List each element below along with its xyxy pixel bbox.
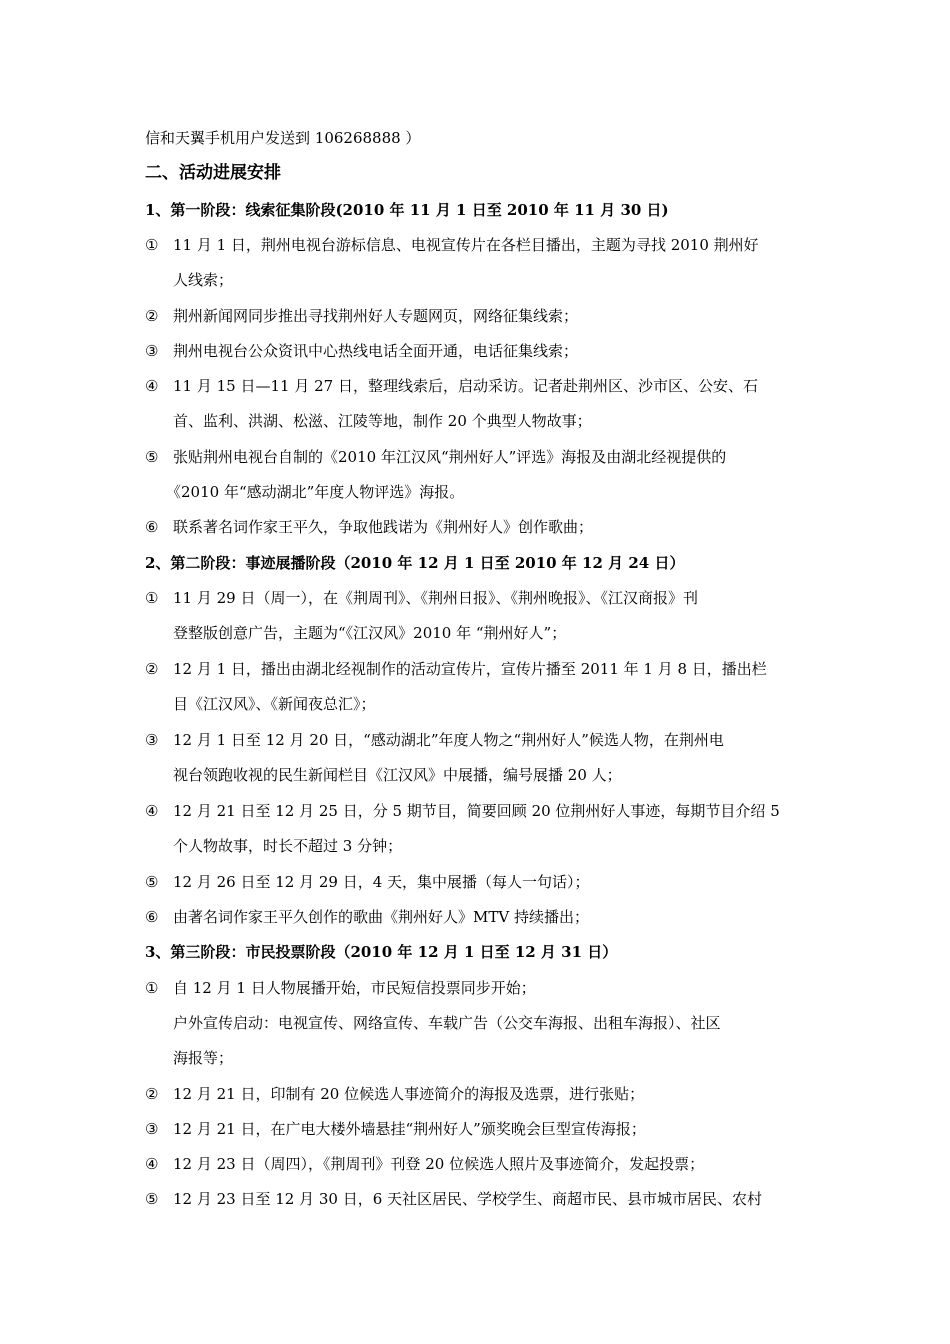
list-item-text: 12 月 21 日，在广电大楼外墙悬挂“荆州好人”颁奖晚会巨型宣传海报； [173, 1120, 646, 1138]
top-continuation-text: 信和天翼手机用户发送到 106268888 ） [145, 129, 421, 147]
list-item-continuation: 首、监利、洪湖、松滋、江陵等地，制作 20 个典型人物故事； [173, 412, 592, 430]
list-item-text: 由著名词作家王平久创作的歌曲《荆州好人》MTV 持续播出； [173, 908, 589, 926]
list-marker: ⑤ [145, 448, 159, 466]
list-item-text: 荆州电视台公众资讯中心热线电话全面开通，电话征集线索； [173, 342, 579, 360]
section-title: 二、活动进展安排 [145, 163, 281, 183]
list-marker: ⑥ [145, 908, 159, 926]
list-marker: ① [145, 979, 159, 997]
list-marker: ③ [145, 342, 159, 360]
list-marker: ② [145, 307, 159, 325]
list-item-text: 11 月 15 日—11 月 27 日，整理线索后，启动采访。记者赴荆州区、沙市区、公安、石 [173, 377, 758, 395]
list-item-text: 张贴荆州电视台自制的《2010 年江汉风“荆州好人”评选》海报及由湖北经视提供的 [173, 448, 727, 466]
list-item-text: 12 月 26 日至 12 月 29 日，4 天，集中展播（每人一句话）； [173, 873, 590, 891]
phase2-heading: 2、第二阶段：事迹展播阶段（2010 年 12 月 1 日至 2010 年 12 月 24 日） [145, 554, 685, 572]
list-item-text: 荆州新闻网同步推出寻找荆州好人专题网页，网络征集线索； [173, 307, 579, 325]
list-item-text: 12 月 21 日，印制有 20 位候选人事迹简介的海报及选票，进行张贴； [173, 1085, 645, 1103]
list-marker: ① [145, 236, 159, 254]
list-item-continuation: 目《江汉风》、《新闻夜总汇》； [173, 695, 376, 713]
list-item-continuation: 视台领跑收视的民生新闻栏目《江汉风》中展播，编号展播 20 人； [173, 766, 622, 784]
list-marker: ① [145, 589, 159, 607]
list-item-text: 12 月 23 日（周四），《荆周刊》刊登 20 位候选人照片及事迹简介，发起投票； [173, 1155, 705, 1173]
list-marker: ③ [145, 1120, 159, 1138]
list-marker: ⑥ [145, 518, 159, 536]
list-item-continuation: 《2010 年“感动湖北”年度人物评选》海报。 [166, 483, 465, 501]
phase1-heading: 1、第一阶段：线索征集阶段(2010 年 11 月 1 日至 2010 年 11 月 30 日) [145, 201, 669, 219]
list-marker: ④ [145, 377, 159, 395]
phase3-heading: 3、第三阶段：市民投票阶段（2010 年 12 月 1 日至 12 月 31 日） [145, 943, 618, 961]
list-item-continuation: 登整版创意广告，主题为“《江汉风》2010 年 “荆州好人”； [173, 624, 567, 642]
list-item-text: 12 月 21 日至 12 月 25 日，分 5 期节目，简要回顾 20 位荆州好人事迹，每期节目介绍 5 [173, 802, 780, 820]
list-marker: ② [145, 660, 159, 678]
list-marker: ⑤ [145, 1190, 159, 1208]
list-marker: ④ [145, 802, 159, 820]
list-item-continuation: 个人物故事，时长不超过 3 分钟； [173, 837, 403, 855]
list-item-text: 12 月 1 日至 12 月 20 日，“感动湖北”年度人物之“荆州好人”候选人物，在荆州电 [173, 731, 724, 749]
list-item-continuation: 海报等； [173, 1049, 234, 1067]
list-marker: ② [145, 1085, 159, 1103]
list-marker: ⑤ [145, 873, 159, 891]
list-item-continuation: 户外宣传启动：电视宣传、网络宣传、车载广告（公交车海报、出租车海报）、社区 [173, 1014, 721, 1032]
list-item-text: 11 月 1 日，荆州电视台游标信息、电视宣传片在各栏目播出，主题为寻找 2010 荆州好 [173, 236, 759, 254]
list-item-text: 12 月 23 日至 12 月 30 日，6 天社区居民、学校学生、商超市民、县市城市居民、农村 [173, 1190, 763, 1208]
list-item-text: 11 月 29 日（周一），在《荆周刊》、《荆州日报》、《荆州晚报》、《江汉商报》刊 [173, 589, 698, 607]
list-item-continuation: 人线索； [173, 271, 234, 289]
list-marker: ④ [145, 1155, 159, 1173]
list-item-text: 联系著名词作家王平久，争取他践诺为《荆州好人》创作歌曲； [173, 518, 594, 536]
list-item-text: 自 12 月 1 日人物展播开始，市民短信投票同步开始； [173, 979, 536, 997]
list-marker: ③ [145, 731, 159, 749]
list-item-text: 12 月 1 日，播出由湖北经视制作的活动宣传片，宣传片播至 2011 年 1 月 8 日，播出栏 [173, 660, 767, 678]
